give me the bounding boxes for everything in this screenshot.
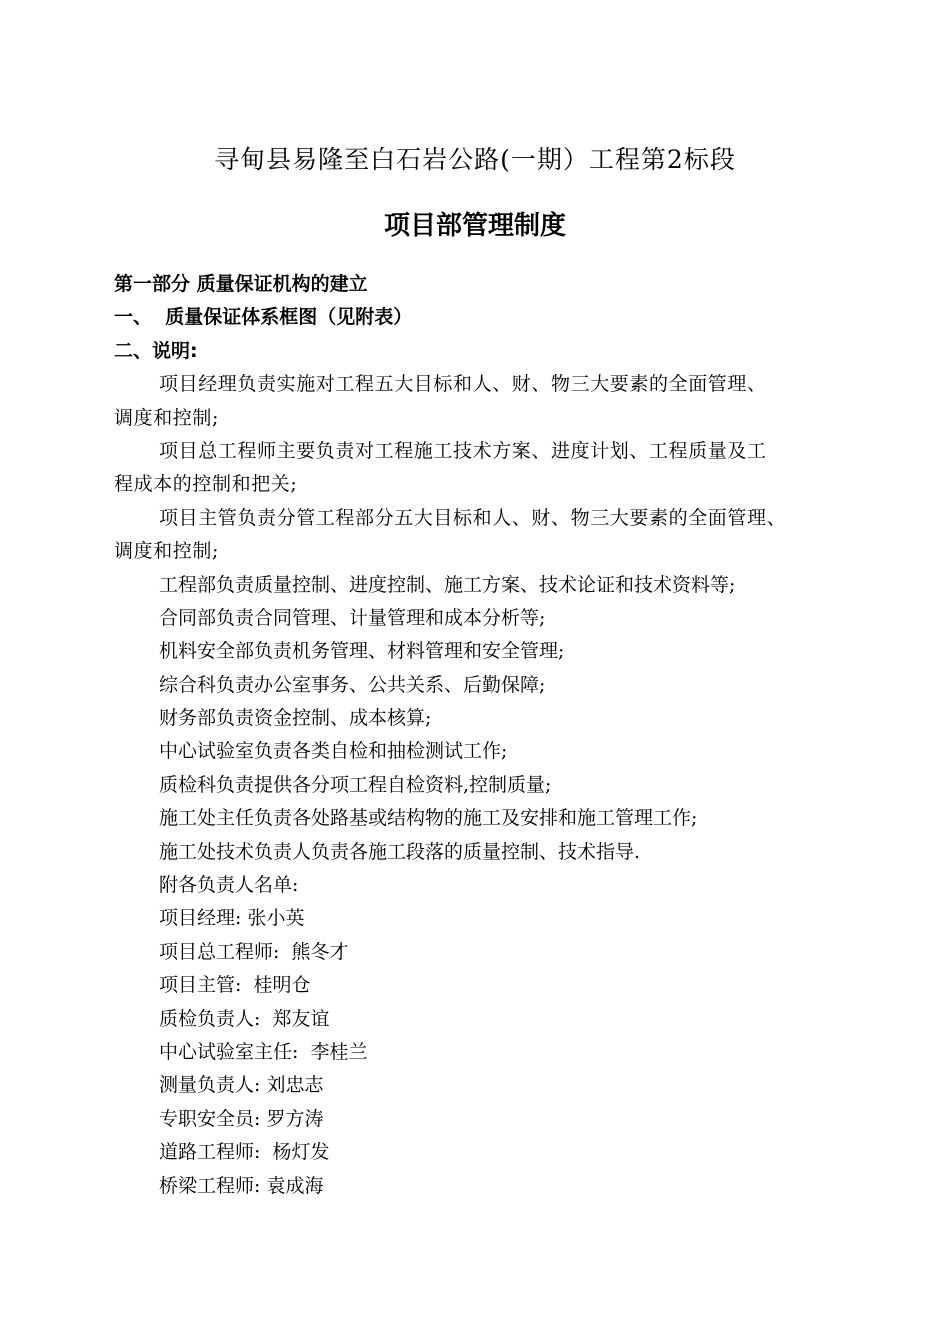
duty-line: 财务部负责资金控制、成本核算; [159,707,432,730]
duty-line: 综合科负责办公室事务、公共关系、后勤保障; [159,673,546,696]
paragraph-line: 项目经理负责实施对工程五大目标和人、财、物三大要素的全面管理、 [159,373,767,396]
paragraph-line: 项目主管负责分管工程部分五大目标和人、财、物三大要素的全面管理、 [159,506,787,529]
duty-line: 机料安全部负责机务管理、材料管理和安全管理; [159,640,565,663]
roster-line: 道路工程师: 杨灯发 [159,1141,330,1164]
duty-line: 施工处主任负责各处路基或结构物的施工及安排和施工管理工作; [159,807,698,830]
duty-line: 施工处技术负责人负责各施工段落的质量控制、技术指导. [159,840,641,863]
roster-line: 中心试验室主任: 李桂兰 [159,1040,368,1063]
roster-line: 桥梁工程师: 袁成海 [159,1174,324,1197]
roster-heading: 附各负责人名单: [159,874,299,897]
duty-line: 合同部负责合同管理、计量管理和成本分析等; [159,606,546,629]
section-heading: 第一部分 质量保证机构的建立 [114,273,368,295]
roster-line: 项目主管: 桂明仓 [159,974,311,997]
duty-line: 工程部负责质量控制、进度控制、施工方案、技术论证和技术资料等; [159,573,736,596]
document-subtitle: 项目部管理制度 [383,211,566,241]
document-title: 寻甸县易隆至白石岩公路(一期）工程第2标段 [214,145,736,174]
paragraph-line: 项目总工程师主要负责对工程施工技术方案、进度计划、工程质量及工 [159,439,767,462]
roster-line: 项目经理: 张小英 [159,907,305,930]
item2-heading: 二、说明: [114,339,198,362]
duty-line: 中心试验室负责各类自检和抽检测试工作; [159,740,508,763]
paragraph-line: 调度和控制; [114,540,220,563]
roster-line: 测量负责人: 刘忠志 [159,1074,324,1097]
item1-heading: 一、 质量保证体系框图（见附表） [114,306,413,329]
duty-line: 质检科负责提供各分项工程自检资料,控制质量; [159,773,552,796]
roster-line: 质检负责人: 郑友谊 [159,1007,330,1030]
roster-line: 专职安全员: 罗方涛 [159,1107,324,1130]
roster-line: 项目总工程师: 熊冬才 [159,940,349,963]
paragraph-line: 程成本的控制和把关; [114,473,298,496]
paragraph-line: 调度和控制; [114,406,220,429]
document-body [114,268,874,1203]
